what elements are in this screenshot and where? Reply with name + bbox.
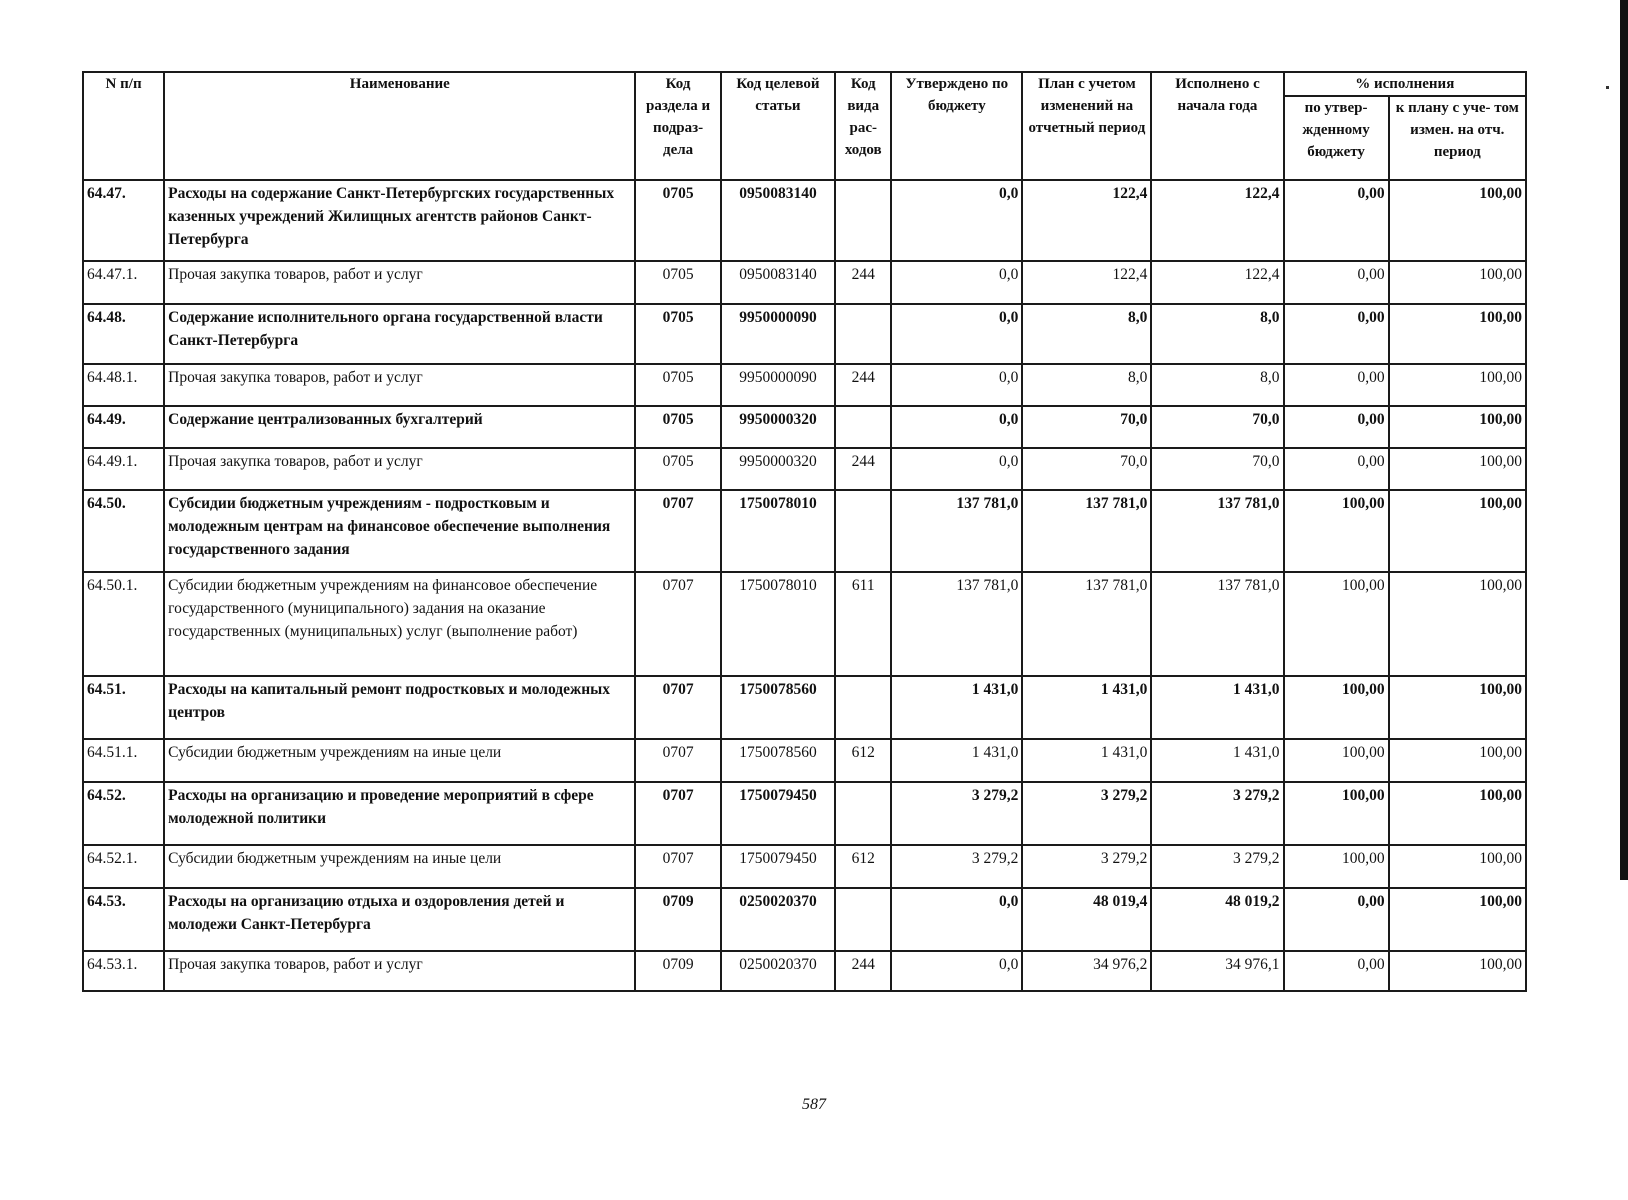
header-percent-group: % исполнения	[1284, 72, 1526, 96]
table-row	[83, 180, 1526, 261]
row-target-code: 1750079450	[721, 845, 835, 888]
row-pct-plan: 100,00	[1389, 304, 1526, 364]
row-name: Прочая закупка товаров, работ и услуг	[164, 951, 635, 991]
header-num: N п/п	[83, 72, 164, 180]
row-pct-plan: 100,00	[1389, 448, 1526, 490]
row-pct-plan: 100,00	[1389, 888, 1526, 951]
row-pct-budget: 100,00	[1284, 782, 1389, 845]
page-number: 587	[802, 1096, 826, 1113]
row-pct-budget: 100,00	[1284, 676, 1389, 739]
row-executed: 48 019,2	[1151, 888, 1283, 951]
row-expense-type-code	[835, 676, 891, 739]
table-row	[83, 951, 1526, 991]
row-executed: 34 976,1	[1151, 951, 1283, 991]
row-number: 64.52.1.	[83, 845, 164, 888]
row-plan: 122,4	[1022, 261, 1151, 304]
header-approved: Утверждено по бюджету	[891, 72, 1022, 180]
row-executed: 8,0	[1151, 364, 1283, 406]
row-name: Субсидии бюджетным учреждениям на финансовое обеспечение государственного (муниципального) задания на оказание государственных (муниципальных) услуг (выполнение работ)	[164, 572, 635, 676]
table-header	[83, 72, 1526, 180]
row-approved: 0,0	[891, 888, 1022, 951]
row-number: 64.51.1.	[83, 739, 164, 782]
row-approved: 1 431,0	[891, 739, 1022, 782]
row-pct-plan: 100,00	[1389, 261, 1526, 304]
row-plan: 8,0	[1022, 304, 1151, 364]
table-body	[83, 180, 1526, 991]
table-row	[83, 572, 1526, 676]
table-row	[83, 304, 1526, 364]
row-target-code: 9950000320	[721, 448, 835, 490]
table-row	[83, 845, 1526, 888]
row-name: Субсидии бюджетным учреждениям на иные цели	[164, 845, 635, 888]
row-target-code: 1750078010	[721, 490, 835, 572]
row-pct-budget: 0,00	[1284, 261, 1389, 304]
row-plan: 3 279,2	[1022, 782, 1151, 845]
row-name: Прочая закупка товаров, работ и услуг	[164, 364, 635, 406]
row-pct-budget: 0,00	[1284, 448, 1389, 490]
row-target-code: 1750079450	[721, 782, 835, 845]
row-section-code: 0707	[635, 676, 720, 739]
row-name: Расходы на организацию отдыха и оздоровления детей и молодежи Санкт-Петербурга	[164, 888, 635, 951]
row-number: 64.51.	[83, 676, 164, 739]
row-number: 64.48.	[83, 304, 164, 364]
row-expense-type-code	[835, 180, 891, 261]
row-number: 64.52.	[83, 782, 164, 845]
row-section-code: 0707	[635, 572, 720, 676]
row-number: 64.50.	[83, 490, 164, 572]
header-target-code: Код целевой статьи	[721, 72, 835, 180]
row-plan: 70,0	[1022, 448, 1151, 490]
row-plan: 8,0	[1022, 364, 1151, 406]
row-plan: 34 976,2	[1022, 951, 1151, 991]
row-pct-budget: 100,00	[1284, 845, 1389, 888]
row-number: 64.53.1.	[83, 951, 164, 991]
header-expense-type-code: Код вида рас- ходов	[835, 72, 891, 180]
row-expense-type-code: 244	[835, 951, 891, 991]
row-approved: 1 431,0	[891, 676, 1022, 739]
row-target-code: 9950000320	[721, 406, 835, 448]
table-row	[83, 888, 1526, 951]
row-pct-budget: 100,00	[1284, 739, 1389, 782]
row-approved: 0,0	[891, 448, 1022, 490]
row-section-code: 0707	[635, 845, 720, 888]
row-plan: 3 279,2	[1022, 845, 1151, 888]
row-plan: 1 431,0	[1022, 739, 1151, 782]
row-name: Содержание централизованных бухгалтерий	[164, 406, 635, 448]
row-number: 64.53.	[83, 888, 164, 951]
row-target-code: 0950083140	[721, 261, 835, 304]
row-section-code: 0709	[635, 888, 720, 951]
scan-speck	[1606, 86, 1609, 89]
row-pct-budget: 0,00	[1284, 364, 1389, 406]
row-section-code: 0705	[635, 261, 720, 304]
row-expense-type-code: 244	[835, 448, 891, 490]
table-row	[83, 490, 1526, 572]
row-name: Расходы на капитальный ремонт подростковых и молодежных центров	[164, 676, 635, 739]
row-approved: 0,0	[891, 951, 1022, 991]
row-executed: 8,0	[1151, 304, 1283, 364]
row-expense-type-code	[835, 304, 891, 364]
header-row	[83, 72, 1526, 96]
row-executed: 1 431,0	[1151, 676, 1283, 739]
table-row	[83, 448, 1526, 490]
row-approved: 0,0	[891, 304, 1022, 364]
row-name: Субсидии бюджетным учреждениям - подростковым и молодежным центрам на финансовое обеспечение выполнения государственного задания	[164, 490, 635, 572]
row-section-code: 0705	[635, 406, 720, 448]
row-pct-budget: 0,00	[1284, 888, 1389, 951]
row-approved: 137 781,0	[891, 572, 1022, 676]
table-row	[83, 676, 1526, 739]
row-name: Расходы на содержание Санкт-Петербургских государственных казенных учреждений Жилищных агентств районов Санкт-Петербурга	[164, 180, 635, 261]
row-plan: 137 781,0	[1022, 572, 1151, 676]
table-row	[83, 739, 1526, 782]
row-pct-budget: 100,00	[1284, 572, 1389, 676]
row-approved: 0,0	[891, 406, 1022, 448]
row-pct-budget: 0,00	[1284, 406, 1389, 448]
row-executed: 137 781,0	[1151, 572, 1283, 676]
row-approved: 0,0	[891, 261, 1022, 304]
row-name: Прочая закупка товаров, работ и услуг	[164, 448, 635, 490]
row-number: 64.48.1.	[83, 364, 164, 406]
row-pct-budget: 0,00	[1284, 951, 1389, 991]
row-pct-plan: 100,00	[1389, 406, 1526, 448]
row-target-code: 1750078560	[721, 739, 835, 782]
row-approved: 3 279,2	[891, 782, 1022, 845]
row-executed: 122,4	[1151, 261, 1283, 304]
row-section-code: 0707	[635, 490, 720, 572]
row-name: Содержание исполнительного органа государственной власти Санкт-Петербурга	[164, 304, 635, 364]
row-pct-plan: 100,00	[1389, 490, 1526, 572]
row-name: Расходы на организацию и проведение мероприятий в сфере молодежной политики	[164, 782, 635, 845]
row-expense-type-code	[835, 406, 891, 448]
row-target-code: 1750078560	[721, 676, 835, 739]
row-pct-plan: 100,00	[1389, 951, 1526, 991]
row-pct-plan: 100,00	[1389, 572, 1526, 676]
row-target-code: 0250020370	[721, 951, 835, 991]
row-pct-budget: 0,00	[1284, 180, 1389, 261]
table-row	[83, 406, 1526, 448]
row-section-code: 0705	[635, 180, 720, 261]
row-pct-plan: 100,00	[1389, 739, 1526, 782]
row-target-code: 9950000090	[721, 364, 835, 406]
row-pct-budget: 0,00	[1284, 304, 1389, 364]
row-number: 64.49.1.	[83, 448, 164, 490]
row-name: Субсидии бюджетным учреждениям на иные цели	[164, 739, 635, 782]
row-expense-type-code: 244	[835, 364, 891, 406]
row-target-code: 1750078010	[721, 572, 835, 676]
row-expense-type-code	[835, 782, 891, 845]
row-number: 64.49.	[83, 406, 164, 448]
row-section-code: 0707	[635, 739, 720, 782]
row-pct-plan: 100,00	[1389, 364, 1526, 406]
row-number: 64.50.1.	[83, 572, 164, 676]
row-approved: 137 781,0	[891, 490, 1022, 572]
row-target-code: 0950083140	[721, 180, 835, 261]
row-plan: 1 431,0	[1022, 676, 1151, 739]
row-name: Прочая закупка товаров, работ и услуг	[164, 261, 635, 304]
row-expense-type-code	[835, 888, 891, 951]
header-name: Наименование	[164, 72, 635, 180]
row-expense-type-code: 612	[835, 739, 891, 782]
row-expense-type-code: 611	[835, 572, 891, 676]
row-section-code: 0709	[635, 951, 720, 991]
row-executed: 137 781,0	[1151, 490, 1283, 572]
row-expense-type-code: 244	[835, 261, 891, 304]
budget-execution-table	[82, 71, 1527, 992]
row-section-code: 0707	[635, 782, 720, 845]
row-executed: 1 431,0	[1151, 739, 1283, 782]
row-expense-type-code	[835, 490, 891, 572]
row-plan: 70,0	[1022, 406, 1151, 448]
row-pct-plan: 100,00	[1389, 845, 1526, 888]
header-pct-plan: к плану с уче- том измен. на отч. период	[1389, 96, 1526, 180]
row-executed: 3 279,2	[1151, 782, 1283, 845]
header-pct-budget: по утвер- жденному бюджету	[1284, 96, 1389, 180]
table-row	[83, 782, 1526, 845]
header-plan: План с учетом изменений на отчетный период	[1022, 72, 1151, 180]
row-section-code: 0705	[635, 448, 720, 490]
row-plan: 137 781,0	[1022, 490, 1151, 572]
row-approved: 0,0	[891, 364, 1022, 406]
row-approved: 3 279,2	[891, 845, 1022, 888]
table-row	[83, 261, 1526, 304]
row-plan: 122,4	[1022, 180, 1151, 261]
row-executed: 122,4	[1151, 180, 1283, 261]
row-section-code: 0705	[635, 304, 720, 364]
row-target-code: 0250020370	[721, 888, 835, 951]
row-plan: 48 019,4	[1022, 888, 1151, 951]
row-executed: 3 279,2	[1151, 845, 1283, 888]
table-row	[83, 364, 1526, 406]
row-executed: 70,0	[1151, 448, 1283, 490]
header-executed: Исполнено с начала года	[1151, 72, 1283, 180]
row-pct-plan: 100,00	[1389, 676, 1526, 739]
row-approved: 0,0	[891, 180, 1022, 261]
header-section-code: Код раздела и подраз- дела	[635, 72, 720, 180]
row-executed: 70,0	[1151, 406, 1283, 448]
scan-edge-shadow	[1620, 0, 1628, 880]
row-expense-type-code: 612	[835, 845, 891, 888]
row-number: 64.47.1.	[83, 261, 164, 304]
row-number: 64.47.	[83, 180, 164, 261]
row-pct-budget: 100,00	[1284, 490, 1389, 572]
row-pct-plan: 100,00	[1389, 180, 1526, 261]
row-pct-plan: 100,00	[1389, 782, 1526, 845]
row-section-code: 0705	[635, 364, 720, 406]
row-target-code: 9950000090	[721, 304, 835, 364]
